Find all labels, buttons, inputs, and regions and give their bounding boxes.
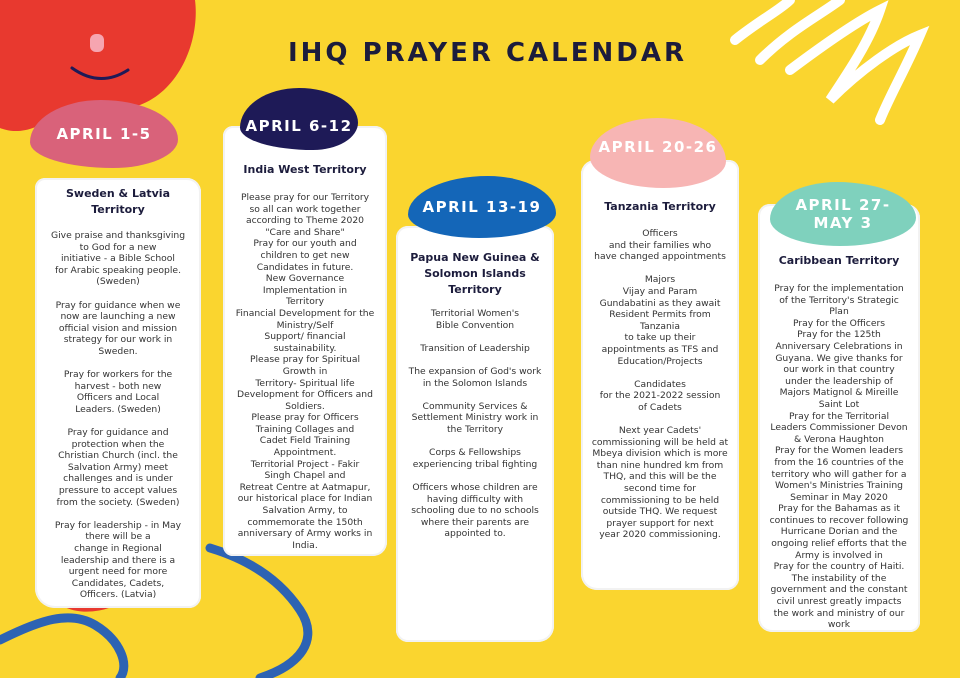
week-territory-5: Caribbean Territory (778, 254, 900, 267)
week-date-3: APRIL 13-19 (422, 198, 542, 216)
week-body-3: Territorial Women's Bible Convention Transition of Leadership The expansion of God's work in the Solomon Islands Community Services & Settlement Ministry work in the Territory Corps & Fellowships experiencing tribal fighting Officers whose children are having difficulty with schooling due to no schools where their parents are appointed to. (408, 308, 542, 540)
page-title: IHQ PRAYER CALENDAR (288, 38, 687, 68)
week-date-2: APRIL 6-12 (245, 117, 353, 135)
week-territory-1: Sweden & Latvia Territory (65, 187, 171, 216)
week-body-2: Please pray for our Territory so all can work together according to Theme 2020 "Care and Share" Pray for our youth and children to get new Candidates in future. New Governance Implementation in Territory Financial Development for the Ministry/Self Support/ financial sustainability. Please pray for Spiritual Growth in Territory- Spiritual life Development for Officers and Soldiers. Please pray for Officers Training Collages and Cadet Field Training Appointment. Territorial Project - Fakir Singh Chapel and Retreat Centre at Aatmapur, our historical place for Indian Salvation Army, to commemorate the 150th anniversary of Army works in India. (235, 192, 375, 551)
week-territory-4: Tanzania Territory (604, 200, 716, 213)
week-date-1: APRIL 1-5 (56, 125, 152, 143)
white-squiggle (735, 0, 920, 120)
week-date-4: APRIL 20-26 (598, 138, 718, 156)
red-blob-eye (90, 34, 104, 52)
week-territory-3: Papua New Guinea & Solomon Islands Territory (410, 251, 540, 296)
week-body-1: Give praise and thanksgiving to God for a new initiative - a Bible School for Arabic speaking people. (Sweden) Pray for guidance when we now are launching a new official vision and mission strategy for our work in Sweden. Pray for workers for the harvest - both new Officers and Local Leaders. (Sweden) Pray for guidance and protection when the Christian Church (incl. the Salvation Army) meet challenges and is under pressure to accept values from the society. (Sweden) Pray for leadership - in May there will be a change in Regional leadership and there is a urgent need for more Candidates, Cadets, Officers. (Latvia) (50, 230, 186, 601)
week-body-4: Officers and their families who have changed appointments Majors Vijay and Param Gundabatini as they await Resident Permits from Tanzania to take up their appointments as TFS and Education/Projects Candidates for the 2021-2022 session of Cadets Next year Cadets' commissioning will be held at Mbeya division which is more than nine hundred km from THQ, and this will be the second time for commissioning to be held outside THQ. We request prayer support for next year 2020 commissioning. (591, 228, 729, 541)
week-date-5: APRIL 27- MAY 3 (795, 196, 891, 232)
week-territory-2: India West Territory (243, 163, 367, 176)
week-body-5: Pray for the implementation of the Territory's Strategic Plan Pray for the Officers Pray for the 125th Anniversary Celebrations in Guyana. We give thanks for our work in that country under the leadership of Majors Matignol & Mireille Saint Lot Pray for the Territorial Leaders Commissioner Devon & Verona Haughton Pray for the Women leaders from the 16 countries of the territory who will gather for a Women's Ministries Training Seminar in May 2020 Pray for the Bahamas as it continues to recover following Hurricane Dorian and the ongoing relief efforts that the Army is involved in Pray for the country of Haiti. The instability of the government and the constant civil unrest greatly impacts the work and ministry of our work (769, 283, 909, 631)
